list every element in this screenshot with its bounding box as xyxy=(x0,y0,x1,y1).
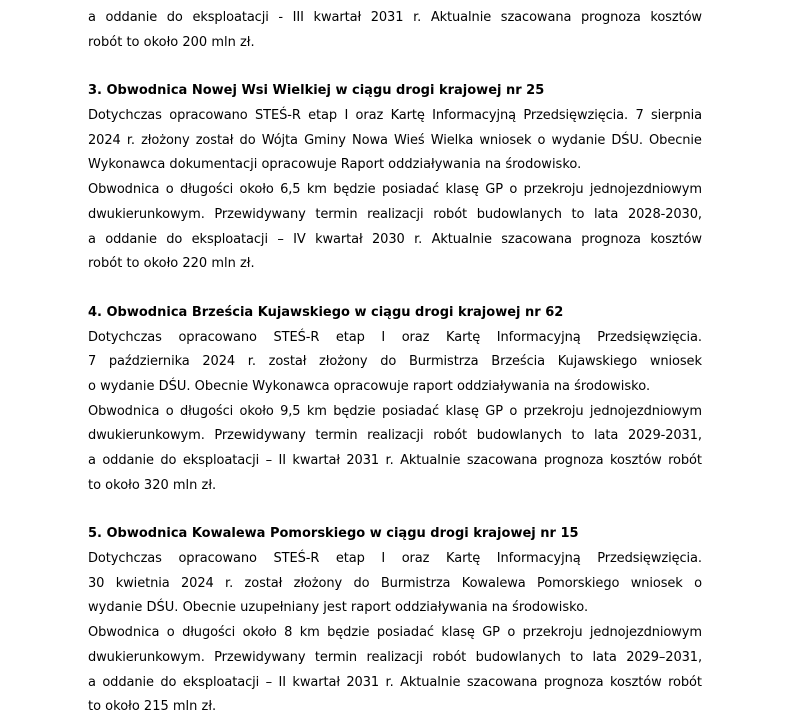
word: kwartał xyxy=(315,231,363,247)
word: do xyxy=(160,453,177,468)
word: Przedsięwzięcia. xyxy=(523,108,629,124)
word: o xyxy=(507,625,516,641)
word: oddanie xyxy=(105,231,157,247)
word: Burmistrza xyxy=(380,575,451,591)
word: robót xyxy=(668,674,702,690)
word: został xyxy=(244,575,283,591)
word: będzie xyxy=(327,625,370,641)
word: – xyxy=(265,453,273,468)
word: r. xyxy=(126,132,135,148)
text-line xyxy=(88,572,702,597)
word: r. xyxy=(225,575,234,591)
word: 2029-2031, xyxy=(627,428,702,444)
text-line xyxy=(88,203,702,228)
word: eksploatacji xyxy=(192,10,269,25)
text-line xyxy=(88,104,702,129)
word: a xyxy=(88,674,96,690)
word: termin xyxy=(314,649,358,665)
word: 2024 xyxy=(180,575,214,591)
word: 2024 xyxy=(202,354,236,370)
text-line xyxy=(88,326,702,351)
text-line xyxy=(88,178,702,203)
word: 2030 xyxy=(372,231,405,247)
word: oraz xyxy=(401,551,430,567)
text-line: to około 320 mln zł. xyxy=(88,477,217,493)
word: o xyxy=(166,625,175,641)
word: Kowalewa xyxy=(461,575,526,591)
word: o xyxy=(537,132,546,148)
word: szacowana xyxy=(466,674,538,690)
word: to xyxy=(570,649,584,665)
word: do xyxy=(239,132,256,148)
word: lata xyxy=(592,649,617,665)
word: 7 xyxy=(88,354,97,370)
word: do xyxy=(166,10,183,25)
word: Wieś xyxy=(394,132,425,148)
word: Przewidywany xyxy=(214,649,306,665)
word: realizacji xyxy=(366,649,423,665)
word: Wielka xyxy=(430,132,474,148)
word: 2024 xyxy=(88,132,121,148)
word: Burmistrza xyxy=(408,354,479,370)
word: I xyxy=(381,551,386,567)
word: około xyxy=(242,625,277,641)
word: Aktualnie xyxy=(400,674,461,690)
text-line xyxy=(88,646,702,671)
word: jednojezdniowym xyxy=(589,182,702,198)
word: eksploatacji xyxy=(182,674,260,690)
word: robót xyxy=(668,453,702,468)
text-line: robót to około 200 mln zł. xyxy=(88,34,255,50)
word: I xyxy=(344,108,349,124)
word: Kartę xyxy=(446,329,481,345)
word: budowlanych xyxy=(475,649,561,665)
word: termin xyxy=(315,206,358,222)
word: a xyxy=(88,231,96,247)
word: do xyxy=(353,575,370,591)
word: III xyxy=(292,10,304,25)
word: będzie xyxy=(333,403,376,419)
word: etap xyxy=(335,329,365,345)
word: złożony xyxy=(319,354,368,370)
word: STEŚ-R xyxy=(273,551,320,567)
word: 2029–2031, xyxy=(626,649,702,665)
section-heading: 5. Obwodnica Kowalewa Pomorskiego w ciągu drogi krajowej nr 15 xyxy=(88,526,579,542)
word: klasę xyxy=(441,625,475,641)
word: klasę xyxy=(445,182,479,198)
word: termin xyxy=(315,428,358,444)
word: wniosek xyxy=(479,132,532,148)
word: 9,5 xyxy=(280,403,301,419)
text-line: o wydanie DŚU. Obecnie Wykonawca opracowuje raport oddziaływania na środowisko. xyxy=(88,378,651,394)
text-line xyxy=(88,621,702,646)
text-line xyxy=(88,350,702,375)
word: 6,5 xyxy=(280,182,301,198)
word: robót xyxy=(433,206,468,222)
word: km xyxy=(306,403,327,419)
word: szacowana xyxy=(466,453,538,468)
word: około xyxy=(239,182,274,198)
word: II xyxy=(278,453,286,468)
word: kosztów xyxy=(650,231,702,247)
word: o xyxy=(694,575,702,591)
word: Kartę xyxy=(446,551,481,567)
text-line xyxy=(88,400,702,425)
word: oddanie xyxy=(102,674,154,690)
word: opracowano xyxy=(169,108,248,124)
word: r. xyxy=(247,354,256,370)
word: Brześcia xyxy=(491,354,546,370)
word: o xyxy=(165,403,174,419)
word: długości xyxy=(182,625,236,641)
word: 7 xyxy=(635,108,644,124)
word: oddanie xyxy=(102,453,154,468)
word: do xyxy=(380,354,397,370)
word: I xyxy=(381,329,386,345)
word: sierpnia xyxy=(650,108,702,124)
word: Kujawskiego xyxy=(557,354,638,370)
word: przekroju xyxy=(523,182,584,198)
word: prognoza xyxy=(543,453,604,468)
word: o xyxy=(165,182,174,198)
word: prognoza xyxy=(543,674,604,690)
word: Przedsięwzięcia. xyxy=(597,329,702,345)
word: kwartał xyxy=(292,674,340,690)
word: Obwodnica xyxy=(88,625,160,641)
word: przekroju xyxy=(523,403,584,419)
word: GP xyxy=(485,403,503,419)
word: r. xyxy=(413,10,422,25)
word: Przewidywany xyxy=(214,206,306,222)
word: etap xyxy=(335,551,365,567)
word: o xyxy=(509,182,518,198)
word: wniosek xyxy=(630,575,683,591)
text-line xyxy=(88,228,702,253)
word: to xyxy=(571,428,585,444)
section-heading: 3. Obwodnica Nowej Wsi Wielkiej w ciągu drogi krajowej nr 25 xyxy=(88,83,545,99)
word: STEŚ-R xyxy=(255,108,301,124)
word: jednojezdniowym xyxy=(589,625,702,641)
word: r. xyxy=(385,453,394,468)
word: eksploatacji xyxy=(191,231,268,247)
word: długości xyxy=(180,403,234,419)
word: kwietnia xyxy=(115,575,170,591)
word: jednojezdniowym xyxy=(589,403,702,419)
text-line: Wykonawca dokumentacji opracowuje Raport oddziaływania na środowisko. xyxy=(88,157,582,173)
word: Pomorskiego xyxy=(537,575,620,591)
word: kwartał xyxy=(292,453,340,468)
word: prognoza xyxy=(581,10,641,25)
word: STEŚ-R xyxy=(273,329,320,345)
word: opracowano xyxy=(178,551,257,567)
word: a xyxy=(88,10,96,25)
word: Dotychczas xyxy=(88,108,162,124)
word: a xyxy=(88,453,96,468)
word: szacowana xyxy=(500,10,572,25)
text-line: to około 215 mln zł. xyxy=(88,699,217,715)
word: robót xyxy=(433,428,468,444)
word: lata xyxy=(594,428,619,444)
word: Wójta xyxy=(261,132,298,148)
word: dwukierunkowym. xyxy=(88,649,205,665)
word: - xyxy=(278,10,284,25)
section-heading: 4. Obwodnica Brześcia Kujawskiego w ciągu drogi krajowej nr 62 xyxy=(88,304,564,320)
text-line xyxy=(88,547,702,572)
word: Aktualnie xyxy=(430,10,492,25)
word: wydanie xyxy=(551,132,606,148)
word: prognoza xyxy=(581,231,641,247)
word: oddanie xyxy=(105,10,158,25)
word: km xyxy=(299,625,320,641)
word: 2031 xyxy=(370,10,404,25)
word: Dotychczas xyxy=(88,329,162,345)
word: GP xyxy=(482,625,500,641)
word: został xyxy=(195,132,234,148)
text-line: wydanie DŚU. Obecnie uzupełniany jest raport oddziaływania na środowisko. xyxy=(88,600,589,616)
word: został xyxy=(268,354,307,370)
word: budowlanych xyxy=(476,428,562,444)
word: Aktualnie xyxy=(400,453,461,468)
word: DŚU. xyxy=(611,132,643,148)
word: klasę xyxy=(445,403,479,419)
word: realizacji xyxy=(367,428,424,444)
word: – xyxy=(277,231,284,247)
word: Obecnie xyxy=(649,132,702,148)
word: km xyxy=(306,182,327,198)
word: Gminy xyxy=(304,132,346,148)
word: Informacyjną xyxy=(496,329,581,345)
word: posiadać xyxy=(381,403,440,419)
word: posiadać xyxy=(381,182,440,198)
word: Przedsięwzięcia. xyxy=(597,551,702,567)
text-line xyxy=(88,424,702,449)
text-line: robót to około 220 mln zł. xyxy=(88,256,255,272)
text-line xyxy=(88,671,702,696)
word: Informacyjną xyxy=(432,108,516,124)
word: długości xyxy=(180,182,234,198)
word: przekroju xyxy=(522,625,583,641)
word: Obwodnica xyxy=(88,403,160,419)
word: to xyxy=(571,206,585,222)
word: oraz xyxy=(355,108,384,124)
word: 8 xyxy=(284,625,293,641)
word: kosztów xyxy=(650,10,702,25)
word: Aktualnie xyxy=(431,231,492,247)
word: 30 xyxy=(88,575,105,591)
word: około xyxy=(239,403,274,419)
word: złożony xyxy=(293,575,343,591)
word: realizacji xyxy=(367,206,424,222)
text-line xyxy=(88,129,702,154)
word: złożony xyxy=(141,132,190,148)
word: kosztów xyxy=(610,674,662,690)
word: budowlanych xyxy=(476,206,562,222)
word: r. xyxy=(414,231,423,247)
word: Przewidywany xyxy=(214,428,306,444)
word: Dotychczas xyxy=(88,551,162,567)
word: oraz xyxy=(401,329,430,345)
word: kwartał xyxy=(313,10,362,25)
word: Nowa xyxy=(352,132,388,148)
text-line xyxy=(88,6,702,31)
word: szacowana xyxy=(501,231,572,247)
word: 2028-2030, xyxy=(627,206,702,222)
text-line xyxy=(88,449,702,474)
word: Kartę xyxy=(390,108,425,124)
word: dwukierunkowym. xyxy=(88,206,205,222)
word: IV xyxy=(293,231,306,247)
word: GP xyxy=(485,182,503,198)
word: wniosek xyxy=(649,354,702,370)
word: kosztów xyxy=(610,453,662,468)
word: lata xyxy=(594,206,619,222)
word: października xyxy=(108,354,190,370)
word: II xyxy=(278,674,286,690)
word: r. xyxy=(385,674,394,690)
word: do xyxy=(160,674,177,690)
word: Obwodnica xyxy=(88,182,160,198)
word: dwukierunkowym. xyxy=(88,428,205,444)
word: opracowano xyxy=(178,329,257,345)
word: Informacyjną xyxy=(496,551,581,567)
word: – xyxy=(265,674,273,690)
word: 2031 xyxy=(346,674,380,690)
word: eksploatacji xyxy=(182,453,260,468)
word: etap xyxy=(308,108,338,124)
word: o xyxy=(509,403,518,419)
word: 2031 xyxy=(346,453,380,468)
word: posiadać xyxy=(376,625,434,641)
word: do xyxy=(166,231,183,247)
word: będzie xyxy=(333,182,376,198)
word: robót xyxy=(432,649,467,665)
